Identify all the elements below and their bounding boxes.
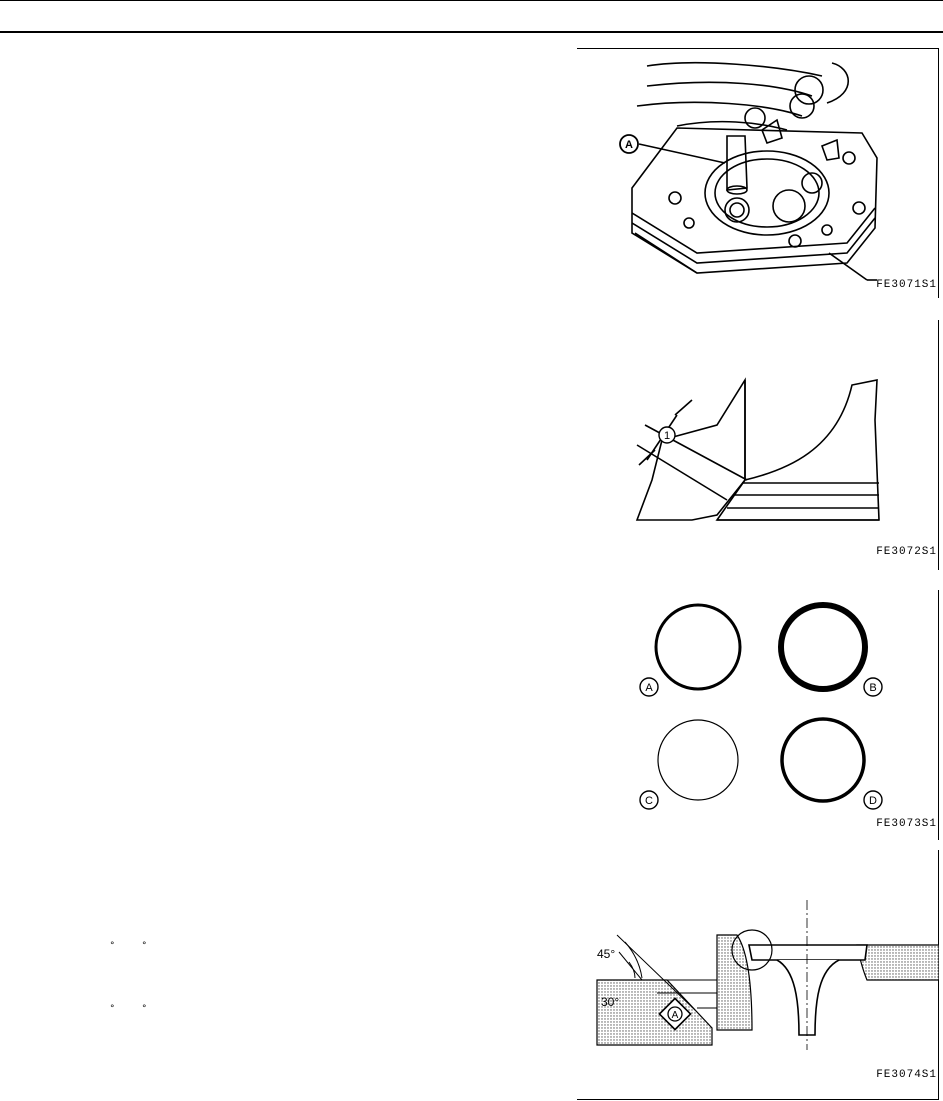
figure-valve-lapping [577, 48, 939, 298]
header-bottom-rule [0, 31, 943, 33]
callout-a: A [645, 682, 653, 694]
angle-30: 30° [601, 995, 620, 1009]
degree-mark: ° [142, 941, 147, 951]
degree-mark: ° [110, 1004, 115, 1014]
figure-code: FE3074S1 [876, 1069, 937, 1081]
figure-code: FE3072S1 [876, 546, 937, 558]
degree-mark: ° [142, 1004, 147, 1014]
contact-pattern-rings [577, 590, 939, 840]
figure-code: FE3073S1 [876, 818, 937, 830]
figure-seat-contact-width [577, 320, 939, 570]
figure-seat-cutter-angles [577, 850, 939, 1100]
figure-code: FE3071S1 [876, 279, 937, 291]
seat-cutter-illustration [577, 850, 939, 1100]
cylinder-head-illustration [577, 48, 939, 298]
valve-seat-section-illustration [577, 320, 939, 570]
callout-c: C [645, 795, 653, 807]
callout-1: 1 [663, 430, 671, 442]
callout-a: A [625, 139, 633, 151]
callout-d: D [869, 795, 877, 807]
header-top-rule [0, 0, 943, 1]
figure-contact-patterns [577, 590, 939, 840]
degree-mark: ° [110, 941, 115, 951]
callout-a: A [671, 1010, 679, 1021]
callout-b: B [869, 682, 877, 694]
angle-45: 45° [597, 947, 616, 961]
